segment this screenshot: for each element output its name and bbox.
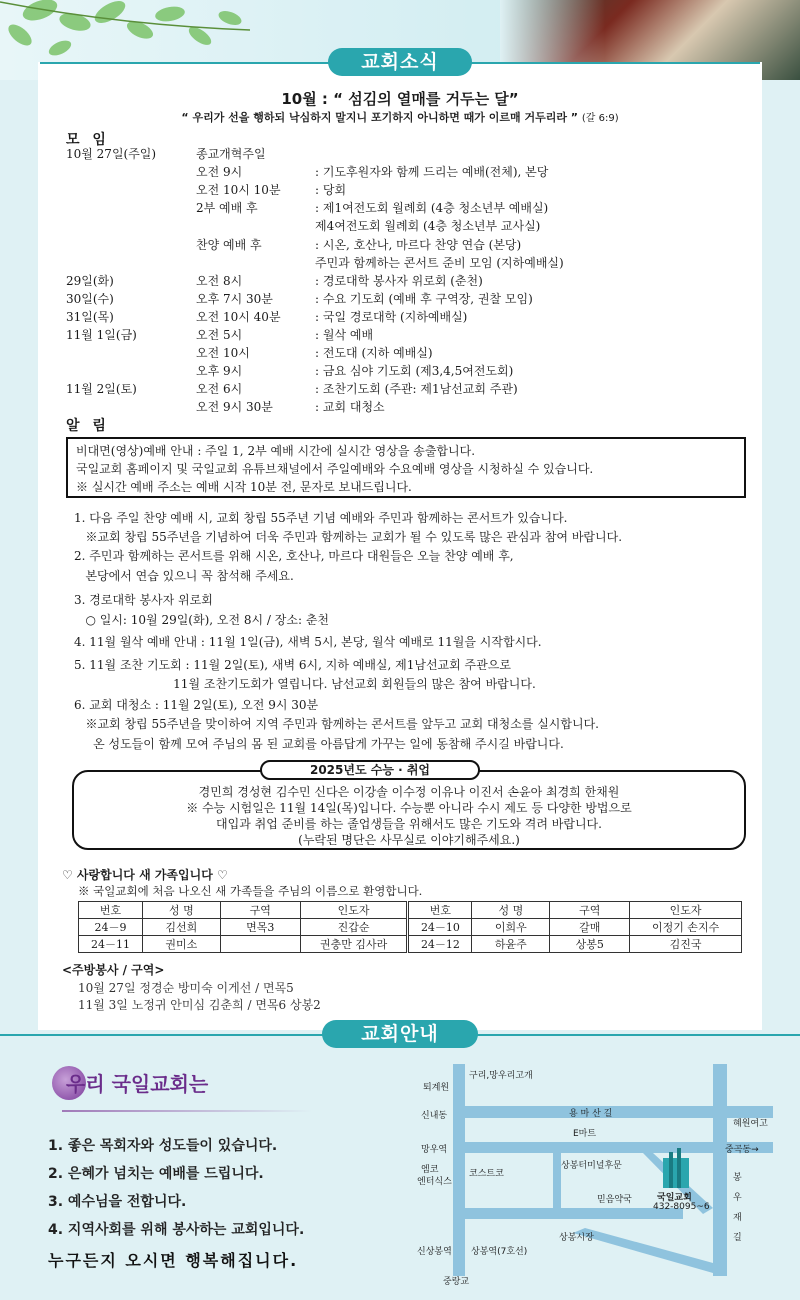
exam-box bbox=[72, 770, 746, 850]
map-label: 엠코 bbox=[421, 1165, 439, 1175]
th-number: 번호 bbox=[408, 902, 472, 919]
family-note: ※ 국일교회에 처음 나오신 새 가족들을 주님의 이름으로 환영합니다. bbox=[78, 884, 423, 898]
service-line: 10월 27일 정경순 방미숙 이게선 / 면목5 bbox=[78, 981, 294, 995]
th-name: 성 명 bbox=[472, 902, 550, 919]
church-point: 2. 은혜가 넘치는 예배를 드립니다. bbox=[48, 1166, 264, 1182]
th-guide: 인도자 bbox=[300, 902, 408, 919]
map-label: 국일교회 bbox=[657, 1193, 692, 1203]
tagline-underline bbox=[62, 1110, 312, 1112]
church-point: 1. 좋은 목회자와 성도들이 있습니다. bbox=[48, 1138, 278, 1154]
exam-title: 2025년도 수능 · 취업 bbox=[260, 760, 480, 780]
meeting-time: 오전 5시 bbox=[196, 328, 243, 342]
month-theme-verse: “ 우리가 선을 행하되 낙심하지 말지니 포기하지 아니하면 때가 이르매 거두리라 ” (갈 6:9) bbox=[181, 111, 619, 124]
notices-heading: 알 림 bbox=[66, 418, 110, 434]
cell: 김진국 bbox=[630, 936, 742, 953]
map-label: 혜원여고 bbox=[733, 1119, 768, 1129]
meeting-date: 31일(목) bbox=[66, 309, 114, 324]
cell: 면목3 bbox=[220, 919, 300, 936]
meeting-date: 11월 2일(토) bbox=[66, 382, 137, 397]
cell: 상봉5 bbox=[550, 936, 630, 953]
map-label: 퇴계원 bbox=[423, 1083, 450, 1093]
cell: 24－12 bbox=[408, 936, 472, 953]
notice-item: 온 성도들이 함께 모여 주님의 몸 된 교회를 아름답게 가꾸는 일에 동참해 주시길 바랍니다. bbox=[74, 737, 564, 751]
table-header-row bbox=[79, 902, 742, 919]
meeting-time: 오전 10시 40분 bbox=[196, 309, 281, 324]
cell bbox=[220, 936, 300, 953]
map-label: 믿음약국 bbox=[597, 1195, 632, 1205]
notice-item: 6. 교회 대청소 : 11월 2일(토), 오전 9시 30분 bbox=[74, 698, 319, 712]
meeting-desc: : 제1여전도회 월례회 (4층 청소년부 예배실) bbox=[315, 201, 549, 216]
map-label: 코스트코 bbox=[469, 1169, 504, 1179]
church-point: 3. 예수님을 전합니다. bbox=[48, 1194, 187, 1210]
map-label: 중랑교 bbox=[443, 1277, 470, 1287]
section-title-news: 교회소식 bbox=[328, 48, 472, 76]
th-number: 번호 bbox=[79, 902, 143, 919]
th-district: 구역 bbox=[550, 902, 630, 919]
section-title-church-info: 교회안내 bbox=[322, 1020, 478, 1048]
cell: 이희우 bbox=[472, 919, 550, 936]
meetings-heading: 모 임 bbox=[66, 132, 110, 148]
notice-item: 2. 주민과 함께하는 콘서트를 위해 시온, 호산나, 마르다 대원들은 오늘 찬양 예배 후, bbox=[74, 549, 514, 563]
map-label: 용 마 산 길 bbox=[569, 1109, 613, 1119]
meeting-date: 10월 27일(주일) bbox=[66, 147, 157, 161]
church-closing: 누구든지 오시면 행복해집니다. bbox=[48, 1251, 299, 1270]
cell: 갈매 bbox=[550, 919, 630, 936]
family-table bbox=[78, 901, 742, 953]
church-point: 4. 지역사회를 위해 봉사하는 교회입니다. bbox=[48, 1222, 305, 1238]
meeting-desc: : 수요 기도회 (예배 후 구역장, 권찰 모임) bbox=[315, 291, 533, 306]
meeting-time: 종교개혁주일 bbox=[196, 147, 266, 161]
cell: 24－9 bbox=[79, 919, 143, 936]
meeting-desc: 제4여전도회 월례회 (4층 청소년부 교사실) bbox=[315, 219, 541, 234]
meeting-time: 오전 10시 10분 bbox=[196, 183, 281, 198]
church-location-map bbox=[413, 1058, 783, 1288]
meeting-date: 30일(수) bbox=[66, 291, 114, 306]
meeting-time: 오후 9시 bbox=[196, 364, 243, 379]
notice-item: 3. 경로대학 봉사자 위로회 bbox=[74, 593, 213, 607]
cell: 권미소 bbox=[142, 936, 220, 953]
family-heading: ♡ 사랑합니다 새 가족입니다 ♡ bbox=[62, 868, 228, 882]
meeting-time: 오전 9시 bbox=[196, 165, 243, 180]
meeting-time: 오전 10시 bbox=[196, 346, 250, 361]
box-line: ※ 실시간 예배 주소는 예배 시작 10분 전, 문자로 보내드립니다. bbox=[76, 480, 412, 494]
notice-item: 4. 11월 월삭 예배 안내 : 11월 1일(금), 새벽 5시, 본당, 월삭 예배로 11월을 시작합시다. bbox=[74, 635, 542, 649]
meeting-desc: : 당회 bbox=[315, 183, 347, 198]
meeting-time: 오전 8시 bbox=[196, 273, 243, 288]
map-label: 432-8095~6 bbox=[653, 1202, 710, 1212]
exam-line: (누락된 명단은 사무실로 이야기해주세요.) bbox=[298, 833, 520, 847]
church-building-icon bbox=[663, 1148, 689, 1188]
map-label: 상봉시장 bbox=[559, 1233, 594, 1243]
cell: 진갑순 bbox=[300, 919, 408, 936]
th-guide: 인도자 bbox=[630, 902, 742, 919]
exam-line: 대입과 취업 준비를 하는 졸업생들을 위해서도 많은 기도와 격려 바랍니다. bbox=[216, 817, 602, 831]
table-row bbox=[79, 936, 742, 953]
service-heading: <주방봉사 / 구역> bbox=[62, 963, 165, 977]
cell: 24－10 bbox=[408, 919, 472, 936]
service-line: 11월 3일 노정귀 안미심 김춘희 / 면목6 상봉2 bbox=[78, 998, 321, 1012]
cell: 권충만 김사라 bbox=[300, 936, 408, 953]
map-label: 중곡동→ bbox=[725, 1145, 759, 1155]
meeting-desc: : 교회 대청소 bbox=[315, 400, 385, 415]
meeting-time: 오전 6시 bbox=[196, 382, 243, 397]
month-theme-title: 10월 : “ 섬김의 열매를 거두는 달” bbox=[281, 90, 519, 108]
cell: 김선희 bbox=[142, 919, 220, 936]
meeting-desc: : 전도대 (지하 예배실) bbox=[315, 346, 433, 361]
cell: 하윤주 bbox=[472, 936, 550, 953]
table-row bbox=[79, 919, 742, 936]
map-label: 엔터식스 bbox=[417, 1177, 452, 1187]
notice-item: 1. 다음 주일 찬양 예배 시, 교회 창립 55주년 기념 예배와 주민과 함께하는 콘서트가 있습니다. bbox=[74, 511, 568, 525]
meeting-time: 오후 7시 30분 bbox=[196, 291, 273, 306]
meeting-time: 2부 예배 후 bbox=[196, 201, 258, 216]
map-label: 망우역 bbox=[421, 1145, 448, 1155]
map-label: 상봉역(7호선) bbox=[471, 1247, 528, 1257]
meeting-desc: : 금요 심야 기도회 (제3,4,5여전도회) bbox=[315, 364, 514, 379]
church-tagline: 우리 국일교회는 bbox=[66, 1072, 209, 1096]
map-label: 신상봉역 bbox=[417, 1247, 452, 1257]
th-district: 구역 bbox=[220, 902, 300, 919]
map-label: 상봉터미널후문 bbox=[561, 1161, 622, 1171]
meeting-desc: : 경로대학 봉사자 위로회 (춘천) bbox=[315, 273, 483, 288]
box-line: 비대면(영상)예배 안내 : 주일 1, 2부 예배 시간에 실시간 영상을 송출합니다. bbox=[76, 444, 476, 458]
cell: 이정기 손지수 bbox=[630, 919, 742, 936]
map-label: 구리,망우리고개 bbox=[469, 1071, 533, 1081]
meeting-desc: : 기도후원자와 함께 드리는 예배(전체), 본당 bbox=[315, 165, 549, 180]
map-label: 봉우재길 bbox=[733, 1173, 742, 1243]
box-line: 국일교회 홈페이지 및 국일교회 유튜브채널에서 주일예배와 수요예배 영상을 시청하실 수 있습니다. bbox=[76, 462, 594, 476]
exam-line: ※ 수능 시험일은 11월 14일(목)입니다. 수능뿐 아니라 수시 제도 등 다양한 방법으로 bbox=[186, 801, 632, 815]
meeting-date: 29일(화) bbox=[66, 273, 114, 288]
notice-item: ※교회 창립 55주년을 기념하여 더욱 주민과 함께하는 교회가 될 수 있도록 많은 관심과 참여 바랍니다. bbox=[74, 530, 623, 544]
cell: 24－11 bbox=[79, 936, 143, 953]
notice-item: 본당에서 연습 있으니 꼭 참석해 주세요. bbox=[74, 569, 294, 583]
meeting-time: 오전 9시 30분 bbox=[196, 400, 273, 415]
notice-item: 5. 11월 조찬 기도회 : 11월 2일(토), 새벽 6시, 지하 예배실, 제1남선교회 주관으로 bbox=[74, 658, 511, 672]
exam-line: 경민희 경성현 김수민 신다은 이강솔 이수정 이유나 이진서 손윤아 최경희 한채원 bbox=[198, 785, 620, 799]
meeting-date: 11월 1일(금) bbox=[66, 328, 137, 342]
meeting-desc: : 국일 경로대학 (지하예배실) bbox=[315, 309, 468, 324]
meeting-desc: 주민과 함께하는 콘서트 준비 모임 (지하예배실) bbox=[315, 255, 564, 270]
meeting-desc: : 시온, 호산나, 마르다 찬양 연습 (본당) bbox=[315, 237, 522, 252]
online-worship-box bbox=[66, 437, 746, 498]
th-name: 성 명 bbox=[142, 902, 220, 919]
notice-item: ※교회 창립 55주년을 맞이하여 지역 주민과 함께하는 콘서트를 앞두고 교회 대청소를 실시합니다. bbox=[74, 717, 599, 731]
map-label: E마트 bbox=[573, 1129, 597, 1139]
notice-item: 11월 조찬기도회가 열립니다. 남선교회 회원들의 많은 참여 바랍니다. bbox=[74, 677, 536, 691]
meeting-desc: : 월삭 예배 bbox=[315, 328, 374, 342]
notice-item: ○ 일시: 10월 29일(화), 오전 8시 / 장소: 춘천 bbox=[74, 613, 330, 627]
meeting-desc: : 조찬기도회 (주관: 제1남선교회 주관) bbox=[315, 382, 518, 397]
map-label: 신내동 bbox=[421, 1111, 448, 1121]
meeting-time: 찬양 예배 후 bbox=[196, 237, 262, 252]
